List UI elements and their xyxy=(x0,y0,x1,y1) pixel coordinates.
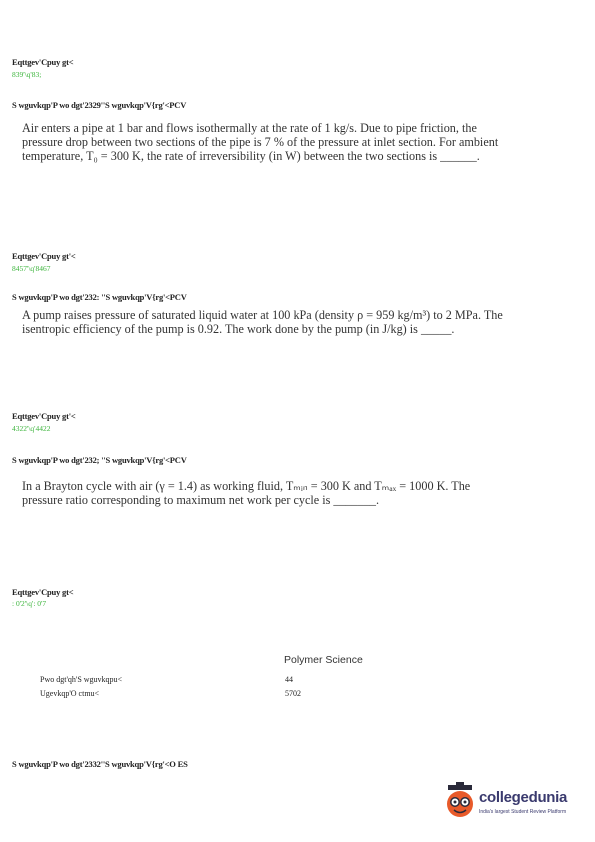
answer-range: : 0'2'\q': 0'7 xyxy=(12,599,47,608)
question-text xyxy=(22,121,538,164)
row-value: 5702 xyxy=(285,689,301,698)
answer-range: 4322'\q'4422 xyxy=(12,424,51,433)
question-line: pressure ratio corresponding to maximum net work per cycle is _______. xyxy=(22,493,380,508)
mascot-icon xyxy=(442,782,478,822)
question-text xyxy=(22,308,538,336)
answer-range: 8457'\q'8467 xyxy=(12,264,51,273)
question-line: Air enters a pipe at 1 bar and flows isothermally at the rate of 1 kg/s. Due to pipe friction, the xyxy=(22,121,477,135)
row-value: 44 xyxy=(285,675,293,684)
answer-header: Eqttgev'Cpuy gt< xyxy=(12,587,74,597)
answer-range: 839'\q'83; xyxy=(12,70,42,79)
logo-name: collegedunia xyxy=(479,789,568,806)
section-title: Polymer Science xyxy=(284,654,363,666)
question-id: S wguvkqp'P wo dgt'2332''S wguvkqp'V{rg'<O ES xyxy=(12,759,188,769)
collegedunia-logo xyxy=(442,782,582,822)
question-line: pressure drop between two sections of the pipe is 7 % of the pressure at inlet section. For ambient xyxy=(22,135,499,150)
question-line: In a Brayton cycle with air (γ = 1.4) as working fluid, Tₘᵢₙ = 300 K and Tₘₐₓ = 1000 K. The xyxy=(22,479,471,493)
question-id: S wguvkqp'P wo dgt'232; ''S wguvkqp'V{rg'<PCV xyxy=(12,455,187,465)
question-text xyxy=(22,479,538,507)
answer-header: Eqttgev'Cpuy gt'< xyxy=(12,251,76,261)
logo-tagline: India's largest Student Review Platform xyxy=(479,809,567,815)
question-id: S wguvkqp'P wo dgt'2329''S wguvkqp'V{rg'<PCV xyxy=(12,100,187,110)
question-line: isentropic efficiency of the pump is 0.92. The work done by the pump (in J/kg) is _____. xyxy=(22,322,455,337)
row-label: Ugevkqp'O ctmu< xyxy=(40,689,100,698)
answer-header: Eqttgev'Cpuy gt< xyxy=(12,57,74,67)
question-line: A pump raises pressure of saturated liquid water at 100 kPa (density ρ = 959 kg/m³) to 2 MPa. The xyxy=(22,308,503,322)
answer-header: Eqttgev'Cpuy gt'< xyxy=(12,411,76,421)
question-id: S wguvkqp'P wo dgt'232: ''S wguvkqp'V{rg'<PCV xyxy=(12,292,187,302)
question-line: temperature, T₀ = 300 K, the rate of irreversibility (in W) between the two sections is ______. xyxy=(22,149,480,164)
row-label: Pwo dgt'qh'S wguvkqpu< xyxy=(40,675,123,684)
